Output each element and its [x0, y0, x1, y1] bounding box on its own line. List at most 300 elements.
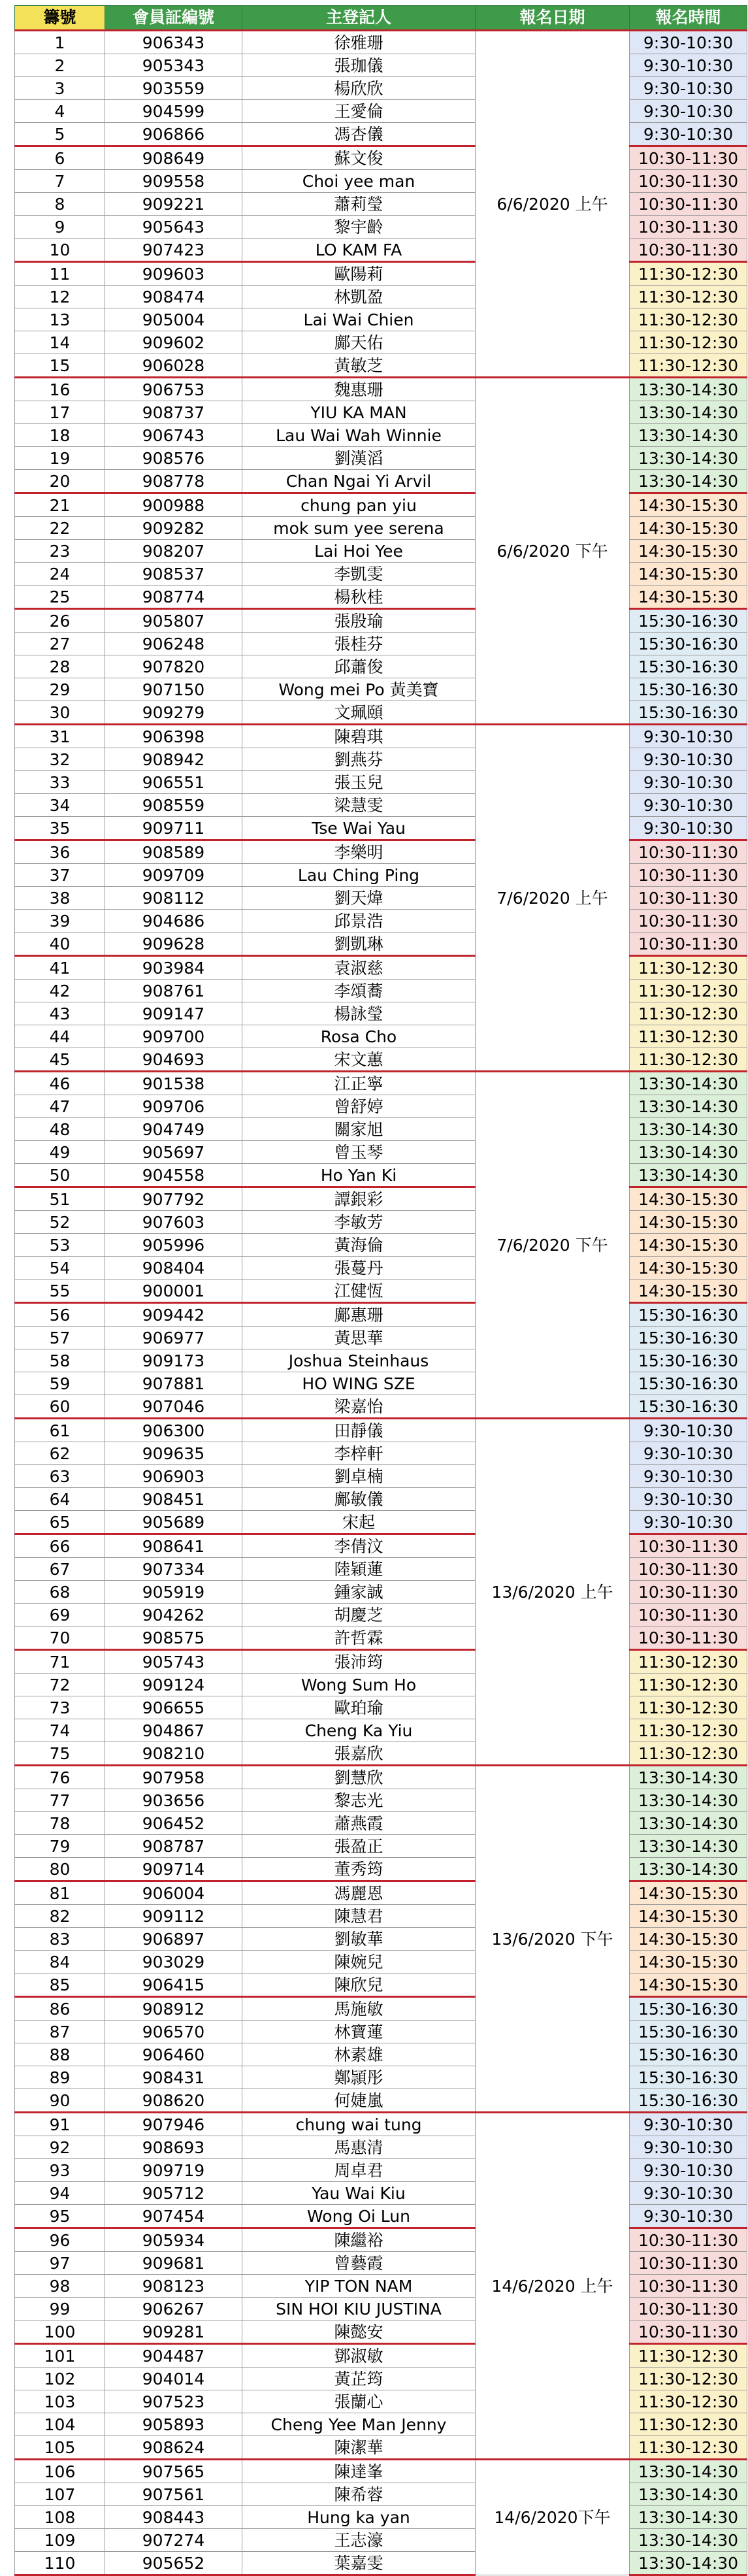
cell-reg-time[interactable]: 14:30-15:30: [630, 1881, 747, 1905]
cell-reg-time[interactable]: 15:30-16:30: [630, 1395, 747, 1419]
cell-member-id[interactable]: 905893: [105, 2413, 242, 2436]
cell-member-id[interactable]: 908693: [105, 2136, 242, 2159]
cell-num[interactable]: 73: [15, 1696, 105, 1719]
cell-reg-time[interactable]: 10:30-11:30: [630, 1627, 747, 1650]
cell-reg-time[interactable]: 9:30-10:30: [630, 1442, 747, 1465]
cell-member-id[interactable]: 904599: [105, 100, 242, 123]
cell-main-registrant[interactable]: 梁嘉怡: [242, 1395, 476, 1419]
cell-main-registrant[interactable]: 陸穎蓮: [242, 1558, 476, 1581]
cell-num[interactable]: 29: [15, 678, 105, 701]
cell-main-registrant[interactable]: 張玉兒: [242, 771, 476, 794]
cell-reg-time[interactable]: 9:30-10:30: [630, 2113, 747, 2136]
cell-reg-time[interactable]: 15:30-16:30: [630, 633, 747, 655]
cell-member-id[interactable]: 908559: [105, 794, 242, 817]
cell-reg-time[interactable]: 13:30-14:30: [630, 424, 747, 447]
cell-main-registrant[interactable]: 魏惠珊: [242, 378, 476, 401]
cell-member-id[interactable]: 904693: [105, 1048, 242, 1072]
cell-num[interactable]: 28: [15, 655, 105, 678]
cell-num[interactable]: 101: [15, 2344, 105, 2368]
cell-num[interactable]: 48: [15, 1118, 105, 1141]
cell-reg-time[interactable]: 9:30-10:30: [630, 748, 747, 771]
cell-main-registrant[interactable]: 陳希蓉: [242, 2483, 476, 2506]
cell-member-id[interactable]: 907423: [105, 239, 242, 262]
cell-reg-time[interactable]: 9:30-10:30: [630, 1419, 747, 1442]
cell-reg-time[interactable]: 10:30-11:30: [630, 864, 747, 887]
cell-member-id[interactable]: 908787: [105, 1835, 242, 1858]
cell-num[interactable]: 93: [15, 2159, 105, 2182]
cell-num[interactable]: 107: [15, 2483, 105, 2506]
cell-reg-time[interactable]: 15:30-16:30: [630, 678, 747, 701]
cell-num[interactable]: 105: [15, 2436, 105, 2460]
cell-reg-time[interactable]: 10:30-11:30: [630, 933, 747, 956]
cell-reg-time[interactable]: 9:30-10:30: [630, 817, 747, 840]
cell-reg-time[interactable]: 13:30-14:30: [630, 470, 747, 493]
cell-main-registrant[interactable]: 黎志光: [242, 1789, 476, 1812]
cell-num[interactable]: 89: [15, 2066, 105, 2089]
cell-reg-time[interactable]: 10:30-11:30: [630, 146, 747, 170]
cell-reg-time[interactable]: 9:30-10:30: [630, 31, 747, 54]
cell-member-id[interactable]: 906028: [105, 354, 242, 378]
cell-main-registrant[interactable]: Chan Ngai Yi Arvil: [242, 470, 476, 493]
cell-reg-time[interactable]: 15:30-16:30: [630, 609, 747, 633]
cell-reg-time[interactable]: 13:30-14:30: [630, 2460, 747, 2483]
cell-main-registrant[interactable]: 張蔓丹: [242, 1257, 476, 1280]
cell-reg-date[interactable]: 13/6/2020 下午: [476, 1766, 630, 2113]
cell-reg-time[interactable]: 14:30-15:30: [630, 1905, 747, 1928]
cell-reg-time[interactable]: 9:30-10:30: [630, 100, 747, 123]
cell-main-registrant[interactable]: Wong Oi Lun: [242, 2205, 476, 2228]
cell-num[interactable]: 16: [15, 378, 105, 401]
cell-member-id[interactable]: 908443: [105, 2506, 242, 2529]
cell-num[interactable]: 51: [15, 1187, 105, 1211]
cell-reg-date[interactable]: 6/6/2020 下午: [476, 378, 630, 725]
cell-reg-time[interactable]: 14:30-15:30: [630, 1951, 747, 1973]
cell-member-id[interactable]: 909709: [105, 864, 242, 887]
cell-num[interactable]: 1: [15, 31, 105, 54]
cell-num[interactable]: 79: [15, 1835, 105, 1858]
cell-reg-time[interactable]: 13:30-14:30: [630, 1835, 747, 1858]
cell-num[interactable]: 110: [15, 2552, 105, 2575]
cell-num[interactable]: 87: [15, 2021, 105, 2043]
cell-num[interactable]: 103: [15, 2390, 105, 2413]
cell-reg-time[interactable]: 13:30-14:30: [630, 1164, 747, 1187]
cell-reg-time[interactable]: 9:30-10:30: [630, 725, 747, 748]
cell-reg-time[interactable]: 14:30-15:30: [630, 1234, 747, 1257]
cell-main-registrant[interactable]: YIP TON NAM: [242, 2275, 476, 2298]
cell-num[interactable]: 8: [15, 193, 105, 216]
cell-num[interactable]: 40: [15, 933, 105, 956]
cell-member-id[interactable]: 904558: [105, 1164, 242, 1187]
cell-num[interactable]: 91: [15, 2113, 105, 2136]
cell-num[interactable]: 50: [15, 1164, 105, 1187]
cell-main-registrant[interactable]: 江健恆: [242, 1280, 476, 1303]
cell-reg-date[interactable]: 6/6/2020 上午: [476, 31, 630, 378]
cell-member-id[interactable]: 906300: [105, 1419, 242, 1442]
cell-main-registrant[interactable]: mok sum yee serena: [242, 517, 476, 540]
cell-reg-time[interactable]: 10:30-11:30: [630, 1558, 747, 1581]
cell-reg-time[interactable]: 14:30-15:30: [630, 1211, 747, 1234]
cell-num[interactable]: 62: [15, 1442, 105, 1465]
cell-main-registrant[interactable]: Lau Ching Ping: [242, 864, 476, 887]
cell-member-id[interactable]: 907565: [105, 2460, 242, 2483]
cell-main-registrant[interactable]: 蘇文俊: [242, 146, 476, 170]
cell-member-id[interactable]: 908641: [105, 1534, 242, 1558]
cell-reg-time[interactable]: 13:30-14:30: [630, 447, 747, 470]
cell-member-id[interactable]: 903984: [105, 956, 242, 980]
cell-main-registrant[interactable]: 譚銀彩: [242, 1187, 476, 1211]
cell-main-registrant[interactable]: 蕭莉瑩: [242, 193, 476, 216]
cell-reg-time[interactable]: 11:30-12:30: [630, 1650, 747, 1674]
cell-member-id[interactable]: 908404: [105, 1257, 242, 1280]
cell-main-registrant[interactable]: 張蘭心: [242, 2390, 476, 2413]
cell-reg-time[interactable]: 9:30-10:30: [630, 2136, 747, 2159]
cell-num[interactable]: 49: [15, 1141, 105, 1164]
cell-num[interactable]: 21: [15, 493, 105, 517]
cell-member-id[interactable]: 905996: [105, 1234, 242, 1257]
cell-member-id[interactable]: 906551: [105, 771, 242, 794]
cell-member-id[interactable]: 909124: [105, 1674, 242, 1696]
cell-num[interactable]: 11: [15, 262, 105, 286]
cell-reg-time[interactable]: 14:30-15:30: [630, 1973, 747, 1997]
cell-member-id[interactable]: 908112: [105, 887, 242, 910]
cell-member-id[interactable]: 908737: [105, 401, 242, 424]
cell-num[interactable]: 2: [15, 54, 105, 77]
cell-member-id[interactable]: 905743: [105, 1650, 242, 1674]
cell-num[interactable]: 85: [15, 1973, 105, 1997]
cell-main-registrant[interactable]: 袁淑慈: [242, 956, 476, 980]
cell-reg-time[interactable]: 10:30-11:30: [630, 887, 747, 910]
cell-num[interactable]: 35: [15, 817, 105, 840]
cell-main-registrant[interactable]: Cheng Yee Man Jenny: [242, 2413, 476, 2436]
cell-num[interactable]: 20: [15, 470, 105, 493]
cell-main-registrant[interactable]: Choi yee man: [242, 170, 476, 193]
cell-member-id[interactable]: 906398: [105, 725, 242, 748]
cell-num[interactable]: 36: [15, 840, 105, 864]
cell-num[interactable]: 3: [15, 77, 105, 100]
cell-member-id[interactable]: 908431: [105, 2066, 242, 2089]
cell-num[interactable]: 33: [15, 771, 105, 794]
cell-member-id[interactable]: 909719: [105, 2159, 242, 2182]
cell-reg-time[interactable]: 9:30-10:30: [630, 54, 747, 77]
cell-member-id[interactable]: 909700: [105, 1025, 242, 1048]
cell-reg-time[interactable]: 10:30-11:30: [630, 1581, 747, 1604]
cell-num[interactable]: 14: [15, 331, 105, 354]
cell-num[interactable]: 108: [15, 2506, 105, 2529]
cell-member-id[interactable]: 909603: [105, 262, 242, 286]
cell-reg-time[interactable]: 11:30-12:30: [630, 308, 747, 331]
cell-member-id[interactable]: 906866: [105, 123, 242, 146]
cell-num[interactable]: 54: [15, 1257, 105, 1280]
cell-reg-time[interactable]: 15:30-16:30: [630, 2066, 747, 2089]
cell-num[interactable]: 63: [15, 1465, 105, 1488]
cell-reg-time[interactable]: 9:30-10:30: [630, 2205, 747, 2228]
cell-member-id[interactable]: 908649: [105, 146, 242, 170]
cell-main-registrant[interactable]: 鄭頴彤: [242, 2066, 476, 2089]
cell-member-id[interactable]: 907274: [105, 2529, 242, 2552]
cell-reg-time[interactable]: 9:30-10:30: [630, 794, 747, 817]
cell-reg-time[interactable]: 15:30-16:30: [630, 1303, 747, 1327]
cell-num[interactable]: 96: [15, 2228, 105, 2252]
cell-main-registrant[interactable]: 楊欣欣: [242, 77, 476, 100]
cell-num[interactable]: 75: [15, 1742, 105, 1766]
cell-num[interactable]: 26: [15, 609, 105, 633]
cell-main-registrant[interactable]: 張沛筠: [242, 1650, 476, 1674]
cell-member-id[interactable]: 907046: [105, 1395, 242, 1419]
cell-main-registrant[interactable]: 邱蕭俊: [242, 655, 476, 678]
cell-member-id[interactable]: 904487: [105, 2344, 242, 2368]
cell-num[interactable]: 43: [15, 1002, 105, 1025]
cell-num[interactable]: 64: [15, 1488, 105, 1511]
cell-main-registrant[interactable]: 徐雅珊: [242, 31, 476, 54]
cell-reg-time[interactable]: 9:30-10:30: [630, 1465, 747, 1488]
cell-reg-time[interactable]: 13:30-14:30: [630, 1789, 747, 1812]
cell-reg-time[interactable]: 14:30-15:30: [630, 493, 747, 517]
cell-member-id[interactable]: 907561: [105, 2483, 242, 2506]
cell-num[interactable]: 22: [15, 517, 105, 540]
cell-reg-time[interactable]: 9:30-10:30: [630, 1488, 747, 1511]
cell-num[interactable]: 45: [15, 1048, 105, 1072]
cell-reg-time[interactable]: 14:30-15:30: [630, 517, 747, 540]
cell-main-registrant[interactable]: 鍾家誠: [242, 1581, 476, 1604]
cell-member-id[interactable]: 909221: [105, 193, 242, 216]
cell-reg-time[interactable]: 11:30-12:30: [630, 331, 747, 354]
cell-member-id[interactable]: 909173: [105, 1349, 242, 1372]
cell-reg-time[interactable]: 11:30-12:30: [630, 956, 747, 980]
cell-reg-time[interactable]: 10:30-11:30: [630, 2228, 747, 2252]
cell-main-registrant[interactable]: 劉漢滔: [242, 447, 476, 470]
cell-member-id[interactable]: 907792: [105, 1187, 242, 1211]
cell-reg-time[interactable]: 10:30-11:30: [630, 193, 747, 216]
cell-main-registrant[interactable]: 黎宇齡: [242, 216, 476, 239]
cell-reg-time[interactable]: 10:30-11:30: [630, 170, 747, 193]
cell-reg-time[interactable]: 13:30-14:30: [630, 2552, 747, 2575]
cell-reg-time[interactable]: 15:30-16:30: [630, 655, 747, 678]
cell-member-id[interactable]: 907150: [105, 678, 242, 701]
cell-member-id[interactable]: 909711: [105, 817, 242, 840]
cell-main-registrant[interactable]: 楊詠瑩: [242, 1002, 476, 1025]
cell-member-id[interactable]: 903656: [105, 1789, 242, 1812]
cell-reg-time[interactable]: 14:30-15:30: [630, 1928, 747, 1951]
cell-num[interactable]: 47: [15, 1095, 105, 1118]
cell-num[interactable]: 9: [15, 216, 105, 239]
cell-member-id[interactable]: 906897: [105, 1928, 242, 1951]
cell-main-registrant[interactable]: 許哲霖: [242, 1627, 476, 1650]
cell-reg-date[interactable]: 7/6/2020 下午: [476, 1072, 630, 1419]
cell-reg-time[interactable]: 11:30-12:30: [630, 980, 747, 1002]
cell-reg-time[interactable]: 13:30-14:30: [630, 1766, 747, 1789]
cell-reg-time[interactable]: 11:30-12:30: [630, 1674, 747, 1696]
cell-reg-time[interactable]: 9:30-10:30: [630, 2182, 747, 2205]
cell-main-registrant[interactable]: 李凱雯: [242, 563, 476, 586]
cell-main-registrant[interactable]: 馬惠清: [242, 2136, 476, 2159]
cell-member-id[interactable]: 905343: [105, 54, 242, 77]
cell-reg-time[interactable]: 9:30-10:30: [630, 1511, 747, 1534]
cell-member-id[interactable]: 908123: [105, 2275, 242, 2298]
cell-main-registrant[interactable]: 張嘉欣: [242, 1742, 476, 1766]
cell-num[interactable]: 109: [15, 2529, 105, 2552]
cell-member-id[interactable]: 909281: [105, 2320, 242, 2344]
cell-num[interactable]: 88: [15, 2043, 105, 2066]
cell-member-id[interactable]: 908207: [105, 540, 242, 563]
cell-main-registrant[interactable]: 鄺敏儀: [242, 1488, 476, 1511]
cell-main-registrant[interactable]: Ho Yan Ki: [242, 1164, 476, 1187]
cell-main-registrant[interactable]: 胡慶芝: [242, 1604, 476, 1627]
cell-num[interactable]: 4: [15, 100, 105, 123]
cell-member-id[interactable]: 906903: [105, 1465, 242, 1488]
header-num[interactable]: 籌號: [15, 6, 105, 31]
cell-member-id[interactable]: 908451: [105, 1488, 242, 1511]
cell-reg-time[interactable]: 10:30-11:30: [630, 1604, 747, 1627]
cell-reg-time[interactable]: 10:30-11:30: [630, 2298, 747, 2320]
cell-num[interactable]: 84: [15, 1951, 105, 1973]
cell-num[interactable]: 7: [15, 170, 105, 193]
cell-member-id[interactable]: 909635: [105, 1442, 242, 1465]
cell-num[interactable]: 30: [15, 701, 105, 725]
cell-reg-time[interactable]: 10:30-11:30: [630, 2320, 747, 2344]
cell-num[interactable]: 23: [15, 540, 105, 563]
cell-num[interactable]: 59: [15, 1372, 105, 1395]
cell-reg-time[interactable]: 14:30-15:30: [630, 1257, 747, 1280]
cell-member-id[interactable]: 907958: [105, 1766, 242, 1789]
cell-main-registrant[interactable]: 李梓軒: [242, 1442, 476, 1465]
cell-reg-time[interactable]: 9:30-10:30: [630, 123, 747, 146]
cell-main-registrant[interactable]: 張桂芬: [242, 633, 476, 655]
cell-reg-time[interactable]: 11:30-12:30: [630, 2413, 747, 2436]
cell-reg-time[interactable]: 13:30-14:30: [630, 2483, 747, 2506]
cell-num[interactable]: 37: [15, 864, 105, 887]
cell-num[interactable]: 83: [15, 1928, 105, 1951]
cell-main-registrant[interactable]: 張盈正: [242, 1835, 476, 1858]
cell-num[interactable]: 77: [15, 1789, 105, 1812]
cell-member-id[interactable]: 908774: [105, 586, 242, 609]
cell-member-id[interactable]: 909628: [105, 933, 242, 956]
cell-main-registrant[interactable]: 田靜儀: [242, 1419, 476, 1442]
cell-member-id[interactable]: 907603: [105, 1211, 242, 1234]
cell-member-id[interactable]: 909558: [105, 170, 242, 193]
cell-member-id[interactable]: 905919: [105, 1581, 242, 1604]
cell-member-id[interactable]: 906248: [105, 633, 242, 655]
cell-member-id[interactable]: 906753: [105, 378, 242, 401]
cell-main-registrant[interactable]: 劉燕芬: [242, 748, 476, 771]
cell-num[interactable]: 12: [15, 286, 105, 308]
cell-num[interactable]: 19: [15, 447, 105, 470]
cell-main-registrant[interactable]: 鄧淑敏: [242, 2344, 476, 2368]
cell-reg-time[interactable]: 15:30-16:30: [630, 1349, 747, 1372]
cell-member-id[interactable]: 907334: [105, 1558, 242, 1581]
cell-num[interactable]: 67: [15, 1558, 105, 1581]
cell-main-registrant[interactable]: 劉敏華: [242, 1928, 476, 1951]
cell-reg-time[interactable]: 11:30-12:30: [630, 354, 747, 378]
cell-main-registrant[interactable]: 陳潔華: [242, 2436, 476, 2460]
cell-member-id[interactable]: 904867: [105, 1719, 242, 1742]
cell-reg-time[interactable]: 14:30-15:30: [630, 1187, 747, 1211]
cell-member-id[interactable]: 905697: [105, 1141, 242, 1164]
cell-reg-time[interactable]: 11:30-12:30: [630, 1002, 747, 1025]
cell-num[interactable]: 31: [15, 725, 105, 748]
cell-main-registrant[interactable]: 陳婉兒: [242, 1951, 476, 1973]
cell-member-id[interactable]: 906655: [105, 1696, 242, 1719]
cell-main-registrant[interactable]: 李頌蕎: [242, 980, 476, 1002]
cell-num[interactable]: 32: [15, 748, 105, 771]
cell-member-id[interactable]: 906452: [105, 1812, 242, 1835]
cell-member-id[interactable]: 905934: [105, 2228, 242, 2252]
cell-main-registrant[interactable]: 林凱盈: [242, 286, 476, 308]
cell-num[interactable]: 80: [15, 1858, 105, 1881]
cell-main-registrant[interactable]: 陳繼裕: [242, 2228, 476, 2252]
cell-main-registrant[interactable]: 李樂明: [242, 840, 476, 864]
cell-reg-time[interactable]: 11:30-12:30: [630, 1025, 747, 1048]
cell-num[interactable]: 76: [15, 1766, 105, 1789]
cell-member-id[interactable]: 909681: [105, 2252, 242, 2275]
cell-main-registrant[interactable]: 劉慧欣: [242, 1766, 476, 1789]
cell-num[interactable]: 81: [15, 1881, 105, 1905]
cell-member-id[interactable]: 906415: [105, 1973, 242, 1997]
cell-reg-time[interactable]: 15:30-16:30: [630, 1372, 747, 1395]
cell-main-registrant[interactable]: LO KAM FA: [242, 239, 476, 262]
cell-num[interactable]: 55: [15, 1280, 105, 1303]
cell-num[interactable]: 53: [15, 1234, 105, 1257]
cell-main-registrant[interactable]: 陳欣兒: [242, 1973, 476, 1997]
cell-reg-date[interactable]: 7/6/2020 上午: [476, 725, 630, 1072]
cell-reg-time[interactable]: 9:30-10:30: [630, 2159, 747, 2182]
cell-member-id[interactable]: 905689: [105, 1511, 242, 1534]
cell-main-registrant[interactable]: Lau Wai Wah Winnie: [242, 424, 476, 447]
cell-member-id[interactable]: 908210: [105, 1742, 242, 1766]
cell-member-id[interactable]: 906004: [105, 1881, 242, 1905]
cell-member-id[interactable]: 908778: [105, 470, 242, 493]
cell-reg-time[interactable]: 14:30-15:30: [630, 1280, 747, 1303]
cell-num[interactable]: 5: [15, 123, 105, 146]
cell-reg-date[interactable]: 14/6/2020下午: [476, 2460, 630, 2575]
cell-member-id[interactable]: 909147: [105, 1002, 242, 1025]
cell-main-registrant[interactable]: 馮杏儀: [242, 123, 476, 146]
cell-num[interactable]: 38: [15, 887, 105, 910]
cell-member-id[interactable]: 909714: [105, 1858, 242, 1881]
cell-reg-time[interactable]: 15:30-16:30: [630, 2089, 747, 2113]
cell-reg-time[interactable]: 11:30-12:30: [630, 1719, 747, 1742]
cell-member-id[interactable]: 909706: [105, 1095, 242, 1118]
cell-num[interactable]: 56: [15, 1303, 105, 1327]
cell-main-registrant[interactable]: 曾藝霞: [242, 2252, 476, 2275]
cell-num[interactable]: 71: [15, 1650, 105, 1674]
cell-reg-time[interactable]: 11:30-12:30: [630, 2436, 747, 2460]
cell-main-registrant[interactable]: 陳懿安: [242, 2320, 476, 2344]
cell-main-registrant[interactable]: 劉天煒: [242, 887, 476, 910]
cell-num[interactable]: 13: [15, 308, 105, 331]
cell-num[interactable]: 17: [15, 401, 105, 424]
cell-num[interactable]: 92: [15, 2136, 105, 2159]
cell-reg-time[interactable]: 13:30-14:30: [630, 1812, 747, 1835]
cell-reg-time[interactable]: 13:30-14:30: [630, 1072, 747, 1095]
cell-member-id[interactable]: 906977: [105, 1327, 242, 1349]
cell-member-id[interactable]: 908576: [105, 447, 242, 470]
cell-main-registrant[interactable]: 陳達峯: [242, 2460, 476, 2483]
cell-member-id[interactable]: 908942: [105, 748, 242, 771]
cell-member-id[interactable]: 900988: [105, 493, 242, 517]
cell-reg-time[interactable]: 11:30-12:30: [630, 1742, 747, 1766]
cell-main-registrant[interactable]: Cheng Ka Yiu: [242, 1719, 476, 1742]
cell-member-id[interactable]: 906267: [105, 2298, 242, 2320]
cell-main-registrant[interactable]: Hung ka yan: [242, 2506, 476, 2529]
cell-member-id[interactable]: 908537: [105, 563, 242, 586]
cell-num[interactable]: 68: [15, 1581, 105, 1604]
cell-main-registrant[interactable]: 李敏芳: [242, 1211, 476, 1234]
cell-main-registrant[interactable]: 鄺惠珊: [242, 1303, 476, 1327]
cell-main-registrant[interactable]: 邱景浩: [242, 910, 476, 933]
cell-num[interactable]: 72: [15, 1674, 105, 1696]
cell-main-registrant[interactable]: 宋文蕙: [242, 1048, 476, 1072]
cell-main-registrant[interactable]: 黃思華: [242, 1327, 476, 1349]
